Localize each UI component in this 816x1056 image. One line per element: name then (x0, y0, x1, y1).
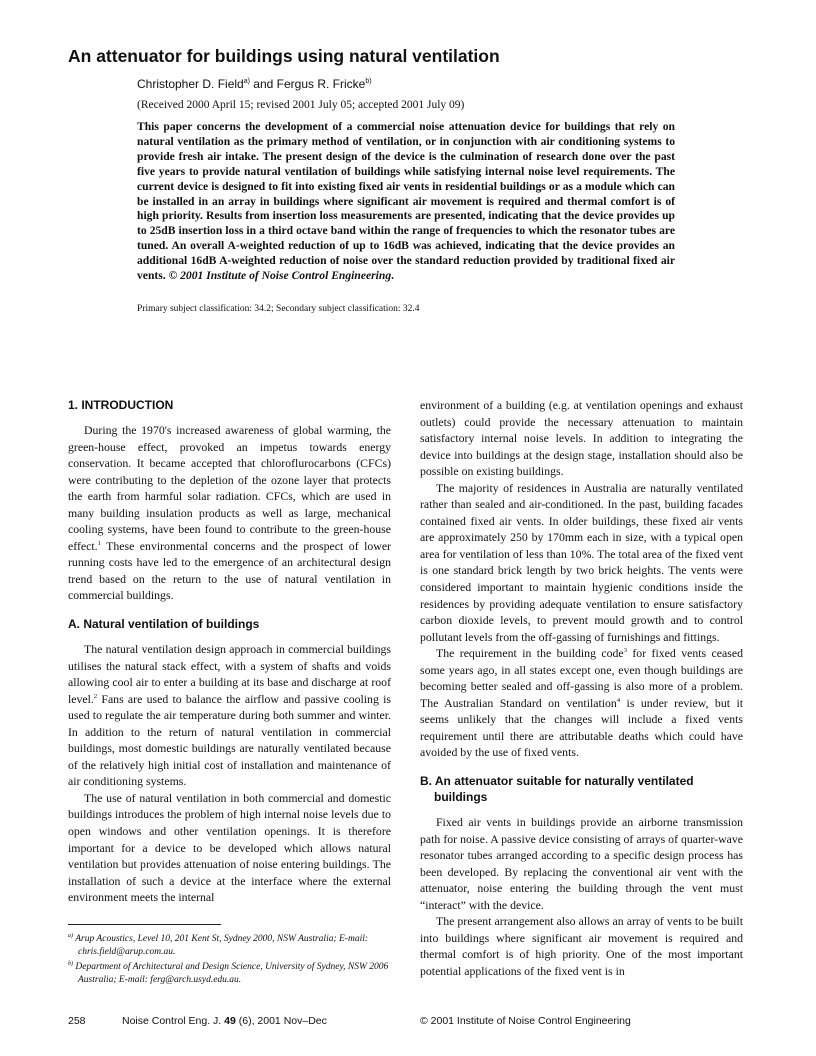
page-number: 258 (68, 1015, 86, 1027)
footer-copyright: © 2001 Institute of Noise Control Engineering (420, 1015, 631, 1027)
received-dates: (Received 2000 April 15; revised 2001 July 05; accepted 2001 July 09) (137, 99, 465, 111)
author-field-affiliation-mark: a) (243, 78, 250, 85)
footnote-b-mark: b) (68, 961, 73, 967)
footnote-a-mark: a) (68, 933, 73, 939)
building-code-text-c: is under review, but it seems unlikely that the changes will include a fixed vents requirement until there are attributable deaths which could have avoided by the use of fixed vents. (420, 695, 744, 760)
footnote-b-text: Department of Architectural and Design Science, University of Sydney, NSW 2006 Australia; E-mail: ferg@arch.usyd.edu.au. (75, 962, 389, 985)
natural-ventilation-paragraph-2: The use of natural ventilation in both commercial and domestic buildings introduces the problem of high internal noise levels due to open windows and other ventilation openings. It is therefore important for a device to be developed which allows natural ventilation but provides attenuation of noise entering buildings. The installation of such a device at the interface where the external environment meets the internal (68, 790, 391, 905)
journal-name: Noise Control Eng. J. (122, 1015, 225, 1027)
left-column (68, 397, 391, 906)
introduction-heading: 1. INTRODUCTION (68, 398, 174, 412)
building-code-text-a: The requirement in the building code (436, 646, 624, 661)
reference-1: 1 (97, 539, 101, 547)
attenuator-paragraph-2: The present arrangement also allows an array of vents to be built into buildings where significant air movement is required and thermal comfort is of high priority. One of the most important potential applications of the fixed vent is in (420, 914, 743, 978)
footnotes (68, 933, 391, 989)
footnote-rule (68, 924, 221, 925)
footnote-a (68, 933, 391, 959)
attenuator-paragraph-1: Fixed air vents in buildings provide an airborne transmission path for noise. A passive device consisting of arrays of quarter-wave resonator tubes arranged according to a specific design process has been developed. By replacing the conventional air vent with the attenuator, noise entering the building through the vent must “interact” with the device. (420, 815, 743, 912)
journal-volume: 49 (224, 1015, 236, 1027)
intro-paragraph-1-text-a: During the 1970's increased awareness of global warming, the green-house effect, provoked an impetus towards energy conservation. It became accepted that chloroflurocarbons (CFCs) were contributing to the depletion of the ozone layer that protects the earth from harmful solar radiation. CFCs, which are used in many building insulation products as well as large, mechanical cooling systems, have been found to contribute to the green-house effect. (68, 423, 391, 553)
right-paragraph-residences: The majority of residences in Australia are naturally ventilated rather than sealed and air-conditioned. In the past, building facades contained fixed air vents. In older buildings, these fixed air vents are approximately 250 by 170mm each in size, with a typical open area for ventilation of less than 10%. The total area of the fixed vent is one standard brick length by two brick heights. The vents were considered important to maintain hygienic conditions inside the residences by providing adequate ventilation to ensure satisfactory carbon dioxide levels, to prevent mould growth and to control pollutant levels from the off-gassing of furnishings and fittings. (420, 480, 743, 644)
author-field: Christopher D. Field (137, 77, 244, 91)
intro-paragraph-1-text-b: These environmental concerns and the prospect of lower running costs have led to the emergence of an architectural design trend based on the return to the use of natural ventilation in commercial buildings. (68, 538, 391, 603)
abstract-text: This paper concerns the development of a commercial noise attenuation device for buildings that rely on natural ventilation as the primary method of ventilation, or in conjunction with air conditioning systems to provide fresh air intake. The present design of the device is the culmination of research done over the past five years to provide natural ventilation of buildings while satisfying internal noise level requirements. The current device is designed to fit into existing fixed air vents in residential buildings or as a module which can be installed in an array in buildings where significant air movement is required and thermal comfort is of high priority. Results from insertion loss measurements are presented, indicating that the device provides up to 25dB insertion loss in a third octave band within the range of frequencies to which the resonator tubes are tuned. An overall A-weighted reduction of up to 16dB was achieved, indicating that the device provides an additional 16dB A-weighted reduction of noise over the standard reduction provided by traditional fixed air vents. (137, 120, 675, 283)
author-fricke-affiliation-mark: b) (365, 78, 372, 85)
abstract: This paper concerns the development of a commercial noise attenuation device for buildings that rely on natural ventilation as the primary method of ventilation, or in conjunction with air conditioning systems to provide fresh air intake. The present design of the device is the culmination of research done over the past five years to provide natural ventilation of buildings while satisfying internal noise level requirements. The current device is designed to fit into existing fixed air vents in residential buildings or as a module which can be installed in an array in buildings where significant air movement is required and thermal comfort is of high priority. Results from insertion loss measurements are presented, indicating that the device provides up to 25dB insertion loss in a third octave band within the range of frequencies to which the resonator tubes are tuned. An overall A-weighted reduction of up to 16dB was achieved, indicating that the device provides an additional 16dB A-weighted reduction of noise over the standard reduction provided by traditional fixed air vents. © 2001 Institute of Noise Control Engineering. (137, 120, 675, 283)
reference-4: 4 (616, 696, 621, 704)
journal-citation (122, 1014, 327, 1028)
right-paragraph-continued: environment of a building (e.g. at ventilation openings and exhaust outlets) could provide the necessary attenuation to maintain satisfactory internal noise levels. In addition to integrating the device into buildings at the design stage, installation should also be possible on existing buildings. (420, 398, 743, 479)
intro-paragraph-1 (68, 422, 391, 604)
natural-ventilation-paragraph-1 (68, 641, 391, 790)
subject-classification: Primary subject classification: 34.2; Secondary subject classification: 32.4 (137, 304, 420, 314)
natural-ventilation-paragraph-1-text-b: Fans are used to balance the airflow and passive cooling is used to regulate the air temperature during both summer and winter. In addition to the return of natural ventilation in commercial buildings, most domestic buildings are naturally ventilated because of the relatively high initial cost of installation and maintenance of air conditioning systems. (68, 691, 391, 789)
paper-title: An attenuator for buildings using natural ventilation (68, 46, 500, 66)
journal-issue: (6), 2001 Nov–Dec (235, 1015, 327, 1027)
right-paragraph-building-code (420, 645, 743, 761)
footnote-b (68, 961, 391, 987)
natural-ventilation-paragraph-1-text-a: The natural ventilation design approach in commercial buildings utilises the natural stack effect, with a system of shafts and voids allowing cool air to enter a building at its base and discharge at roof level. (68, 642, 391, 706)
author-fricke: Fergus R. Fricke (276, 77, 366, 91)
author-connector: and (249, 77, 277, 91)
reference-2: 2 (93, 692, 98, 700)
right-column (420, 397, 743, 980)
attenuator-heading: B. An attenuator suitable for naturally ventilated buildings (420, 774, 694, 805)
author-line (137, 76, 372, 92)
natural-ventilation-heading: A. Natural ventilation of buildings (68, 617, 260, 632)
reference-3: 3 (623, 647, 627, 655)
abstract-copyright: © 2001 Institute of Noise Control Engineering (168, 269, 392, 283)
building-code-text-b: for fixed vents ceased some years ago, in all states except one, even though buildings are becoming better sealed and off-gassing is also more of a problem. The Australian Standard on ventilation (420, 646, 743, 710)
footnote-a-text: Arup Acoustics, Level 10, 201 Kent St, Sydney 2000, NSW Australia; E-mail: chris.field@arup.com.au. (75, 934, 369, 957)
